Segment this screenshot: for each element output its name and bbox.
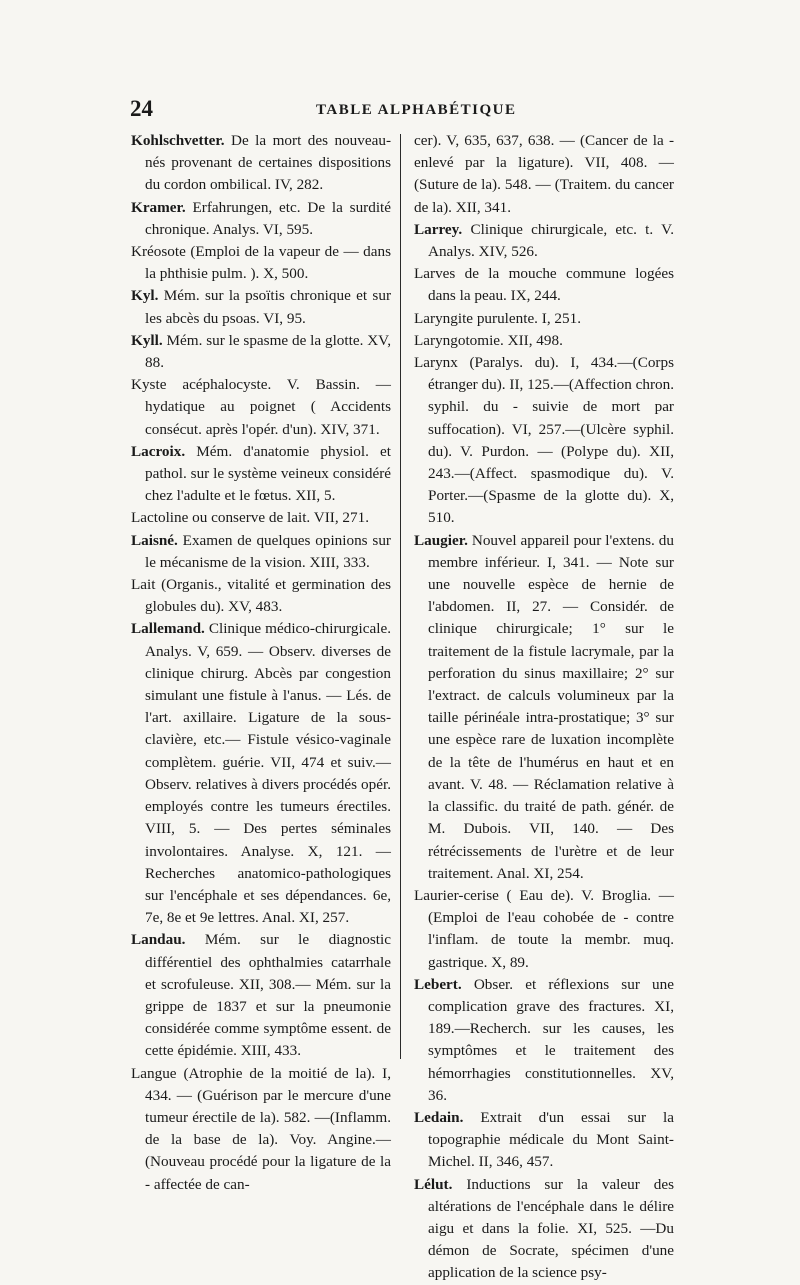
index-entry xyxy=(414,352,674,530)
entry-author: Kramer. xyxy=(131,198,186,216)
index-entry xyxy=(414,530,674,885)
column-divider xyxy=(400,134,401,1059)
index-entry xyxy=(414,263,674,307)
entry-text: Langue (Atrophie de la moitié de la). I, 434. — (Guérison par le mercure d'une tumeur érectile de la). 582. —(Inflamm. de la base de la). Voy. Angine.— (Nouveau procédé pour la ligature de la - affectée de can- xyxy=(131,1064,391,1193)
entry-text: De la mort des nouveau-nés provenant de certaines dispositions du cordon ombilical. IV, 282. xyxy=(145,132,391,194)
entry-text: Larynx (Paralys. du). I, 434.—(Corps étranger du). II, 125.—(Affection chron. syphil. du - suivie de mort par suffocation). VI, 257.—(Ulcère syphil. du). V. Purdon. — (Polype du). XII, 243.—(Affect. spasmodique du). V. Porter.—(Spasme de la glotte du). X, 510. xyxy=(414,354,675,527)
page-number: 24 xyxy=(130,96,153,121)
index-entry xyxy=(414,330,674,352)
entry-author: Kyl. xyxy=(131,287,159,305)
entry-author: Kohlschvetter. xyxy=(131,132,225,149)
entry-text: Laryngotomie. XII, 498. xyxy=(414,331,563,349)
entry-text: Laryngite purulente. I, 251. xyxy=(414,309,582,327)
entry-text: Erfahrungen, etc. De la surdité chronique. Analys. VI, 595. xyxy=(145,198,391,238)
entry-text: Nouvel appareil pour l'extens. du membre inférieur. I, 341. — Note sur une nouvelle espèce de hernie de l'abdomen. II, 27. — Considér. de clinique chirurgicale; 1° sur le traitement de la fistule lacrymale, par la perforation du sinus maxillaire; 2° sur l'extract. de calculs volumineux par la taille périnéale intra-prostatique; 3° sur une espèce rare de luxation incomplète de la tête de l'humérus en haut et en avant. V. 48. — Réclamation relative à la classific. du traité de path. génér. de M. Dubois. VII, 140. — Des rétrécissements de l'urètre et de leur traitement. Anal. XI, 254. xyxy=(428,531,674,882)
entry-text: Obser. et réflexions sur une complication grave des fractures. XI, 189.—Recherch. sur les causes, les symptômes et le traitement des hémorrhagies constitutionnelles. XV, 36. xyxy=(428,975,674,1104)
index-entry xyxy=(131,241,391,285)
right-column xyxy=(414,130,674,1285)
index-entry xyxy=(414,885,674,974)
index-entry xyxy=(131,374,391,441)
index-entry xyxy=(131,197,391,241)
running-title: TABLE ALPHABÉTIQUE xyxy=(316,102,517,118)
index-entry xyxy=(131,285,391,329)
index-entry xyxy=(131,507,391,529)
entry-text: Inductions sur la valeur des altérations de l'encéphale dans le délire aigu et dans la folie. XI, 525. —Du démon de Socrate, spécimen d'une application de la science psy- xyxy=(428,1175,674,1282)
entry-author: Landau. xyxy=(131,931,186,949)
index-entry xyxy=(414,1174,674,1285)
index-entry xyxy=(131,530,391,574)
index-entry xyxy=(414,219,674,263)
page-header xyxy=(130,96,670,126)
index-entry xyxy=(131,130,391,197)
entry-author: Lacroix. xyxy=(131,442,186,460)
index-entry xyxy=(414,308,674,330)
entry-text: Extrait d'un essai sur la topographie médicale du Mont Saint-Michel. II, 346, 457. xyxy=(428,1108,674,1171)
entry-author: Lélut. xyxy=(414,1175,453,1193)
entry-text: Larves de la mouche commune logées dans la peau. IX, 244. xyxy=(414,265,674,305)
index-entry xyxy=(414,974,674,1107)
index-entry xyxy=(131,330,391,374)
entry-text: Mém. d'anatomie physiol. et pathol. sur le système veineux considéré chez l'adulte et le fœtus. XII, 5. xyxy=(145,442,391,505)
entry-author: Ledain. xyxy=(414,1108,464,1126)
entry-text: Mém. sur le diagnostic différentiel des ophthalmies catarrhale et scrofuleuse. XII, 308.— Mém. sur la grippe de 1837 et sur la pneumonie considérée comme symptôme essent. de cette épidémie. XIII, 433. xyxy=(145,931,391,1060)
index-entry xyxy=(414,1107,674,1174)
entry-text: Laurier-cerise ( Eau de). V. Broglia. — (Emploi de l'eau cohobée de - contre l'inflam. de toute la membr. muq. gastrique. X, 89. xyxy=(414,886,674,971)
index-entry xyxy=(131,574,391,618)
entry-text: Mém. sur le spasme de la glotte. XV, 88. xyxy=(145,331,391,372)
index-entry xyxy=(131,1063,391,1196)
entry-text: Mém. sur la psoïtis chronique et sur les abcès du psoas. VI, 95. xyxy=(145,287,391,327)
index-entry xyxy=(414,130,674,219)
entry-text: Clinique chirurgicale, etc. t. V. Analys. XIV, 526. xyxy=(428,220,674,261)
entry-text: Lait (Organis., vitalité et germination des globules du). XV, 483. xyxy=(131,576,391,616)
entry-author: Lallemand. xyxy=(131,620,205,638)
entry-text: Clinique médico-chirurgicale. Analys. V, 659. — Observ. diverses de clinique chirurg. Abcès par congestion simulant une fistule à l'anus. — Lés. de l'art. axillaire. Ligature de la sous-clavière, etc.— Fistule vésico-vaginale complètem. guérie. VII, 474 et suiv.— Observ. relatives à divers procédés opér. employés contre les tumeurs érectiles. VIII, 5. — Des pertes séminales involontaires. Analyse. X, 121. — Recherches anatomico-pathologiques sur l'encéphale et ses dépendances. 6e, 7e, 8e et 9e lettres. Anal. XI, 257. xyxy=(145,620,391,927)
entry-author: Laugier. xyxy=(414,531,468,549)
entry-author: Laisné. xyxy=(131,531,178,549)
left-column xyxy=(131,130,391,1196)
entry-author: Larrey. xyxy=(414,220,463,238)
index-entry xyxy=(131,618,391,929)
entry-author: Kyll. xyxy=(131,331,163,349)
entry-text: cer). V, 635, 637, 638. — (Cancer de la - enlevé par la ligature). VII, 408. — (Suture de la). 548. — (Traitem. du cancer de la). XII, 341. xyxy=(414,132,674,216)
index-entry xyxy=(131,441,391,508)
entry-text: Kyste acéphalocyste. V. Bassin. — hydatique au poignet ( Accidents consécut. après l'opér. d'un). XIV, 371. xyxy=(131,376,391,438)
entry-text: Lactoline ou conserve de lait. VII, 271. xyxy=(131,509,370,527)
entry-text: Kréosote (Emploi de la vapeur de — dans la phthisie pulm. ). X, 500. xyxy=(131,243,391,283)
entry-author: Lebert. xyxy=(414,975,462,993)
entry-text: Examen de quelques opinions sur le mécanisme de la vision. XIII, 333. xyxy=(145,531,391,571)
index-entry xyxy=(131,929,391,1062)
